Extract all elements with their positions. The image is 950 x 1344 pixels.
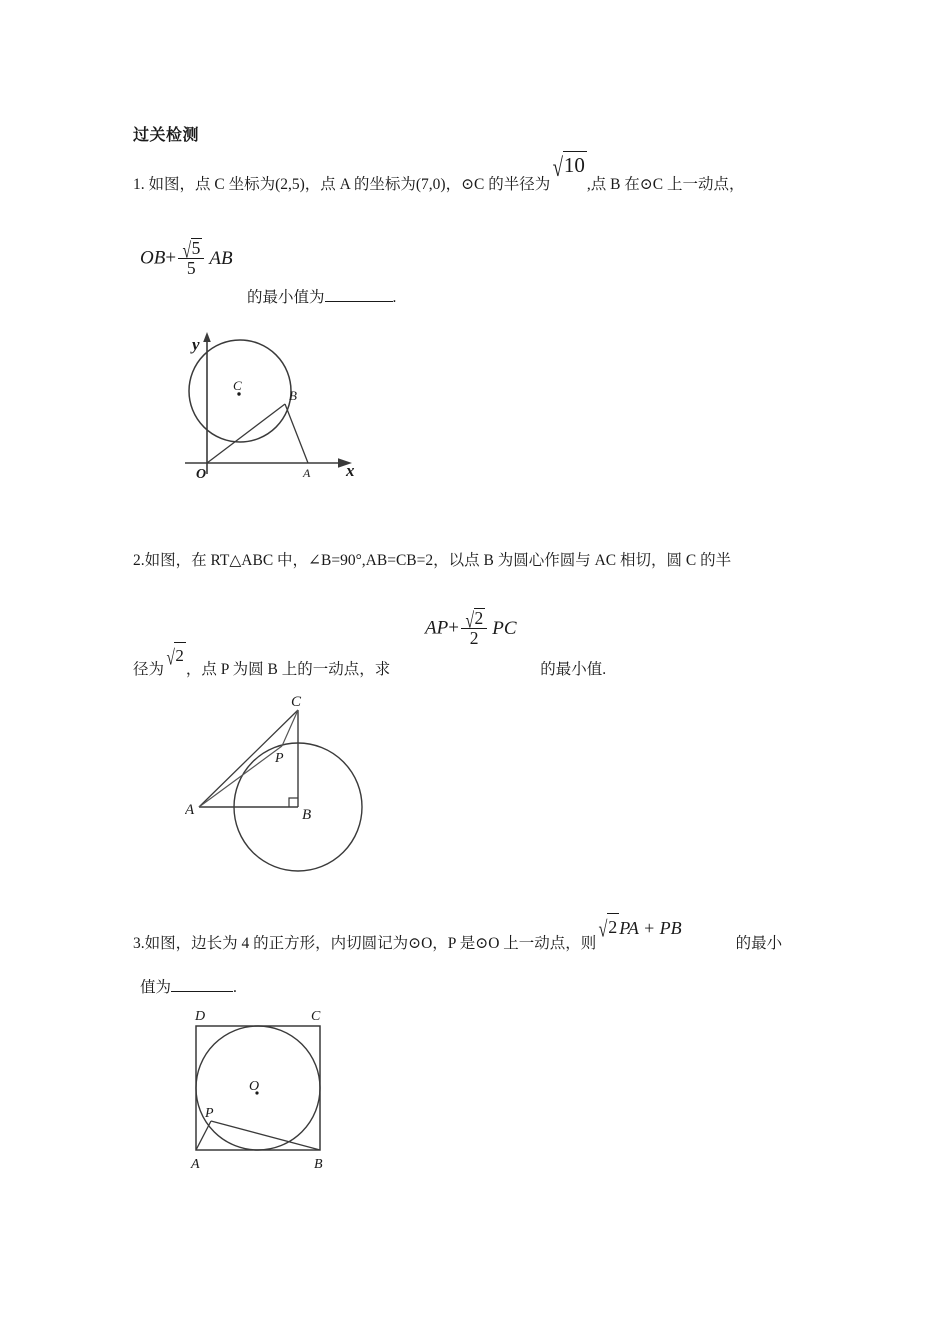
answer-blank-q3[interactable] [171,978,233,992]
question-3-value-text: 值为 [140,979,172,996]
question-2-expression [425,607,517,649]
question-1-expression [140,237,233,279]
question-2-text-c: 的最小值. [540,661,607,678]
radicand-value: 2 [174,642,186,669]
expr-body-pa-pb: PA + PB [619,918,682,938]
expr-tail-ab: AB [209,247,233,269]
expr-plus-sign: + [448,617,459,639]
center-c-label: C [233,378,242,393]
question-1-line-1 [133,152,745,198]
radical-sign-icon: √ [552,152,564,182]
expr-lead-ap: AP [425,617,449,639]
sqrt-2-expression [463,607,485,633]
radicand-value: 2 [474,608,484,628]
x-axis-label: x [346,461,355,480]
question-2-line-2 [133,645,607,683]
radical-sign-icon: √ [465,607,475,633]
right-angle-mark-b [289,798,298,807]
question-2-text-a: 径为 [133,661,165,678]
origin-label: O [196,467,207,482]
expr-fraction [461,609,487,648]
segment-pc [282,710,298,746]
question-3-line-2 [140,975,237,1001]
sqrt2-pa-pb-expression [596,914,681,941]
radical-sign-icon: √ [166,645,175,670]
point-a-label: A [185,802,195,818]
question-1-line-2 [247,285,396,311]
figure-3-square-incircle [183,1004,343,1172]
point-p-label: P [205,1106,214,1121]
question-1-min-text: 的最小值为 [247,289,325,306]
sqrt-5-expression [180,237,202,263]
fraction-denominator: 5 [178,258,204,277]
section-title: 过关检测 [133,127,200,144]
segment-pa [196,1121,211,1150]
point-c-label: C [311,1009,321,1024]
figure-1-coordinate-circle [180,326,370,484]
center-o-label: O [249,1079,260,1094]
question-3-period: . [233,979,237,996]
fraction-numerator [461,607,487,633]
fraction-numerator [178,237,204,263]
segment-pb [211,1121,320,1150]
point-a-label: A [191,1157,200,1172]
sqrt-2-expression [596,914,619,941]
radicand-value: 2 [607,913,619,940]
question-2-text-b: ，点 P 为圆 B 上的一动点，求 [185,661,391,678]
expr-plus-sign: + [165,247,177,269]
question-3-text-a: 3.如图，边长为 4 的正方形，内切圆记为⊙O，P 是⊙O 上一动点，则 [133,935,597,952]
segment-ba [285,404,308,463]
point-b-label: B [314,1157,323,1172]
figure-2-right-triangle-circle [185,692,395,872]
question-3-line-1 [133,916,783,957]
radical-sign-icon: √ [182,237,192,263]
answer-blank-q1[interactable] [325,288,393,302]
point-c-label: C [291,694,302,710]
segment-ob [207,404,285,463]
segment-ap [199,746,282,807]
point-d-label: D [195,1009,206,1024]
y-axis-arrow-icon [203,332,211,342]
y-axis-label: y [192,335,200,354]
question-2-line-1: 2.如图，在 RT△ABC 中，∠B=90°,AB=CB=2，以点 B 为圆心作圆与 AC 相切，圆 C 的半 [133,552,732,569]
radicand-value: 5 [191,238,201,258]
question-1-period: . [392,289,397,306]
expr-tail-pc: PC [492,617,517,639]
point-p-label: P [275,751,284,766]
point-b-label: B [302,807,312,823]
point-b-label: B [289,388,297,403]
sqrt-2-radius-expression [164,643,186,670]
radical-sign-icon: √ [598,916,608,942]
question-1-text-a: 1. 如图，点 C 坐标为(2,5)，点 A 的坐标为(7,0)，⊙C 的半径为 [133,176,551,193]
point-a-label: A [303,466,311,480]
question-3-text-b: 的最小 [735,935,783,952]
sqrt-10-expression [550,152,587,182]
fraction-denominator: 2 [461,628,487,647]
radicand-value: 10 [563,153,585,177]
expr-fraction [178,239,204,278]
question-1-text-b: ,点 B 在⊙C 上一动点， [586,176,745,193]
expr-lead-ob: OB [140,247,166,269]
